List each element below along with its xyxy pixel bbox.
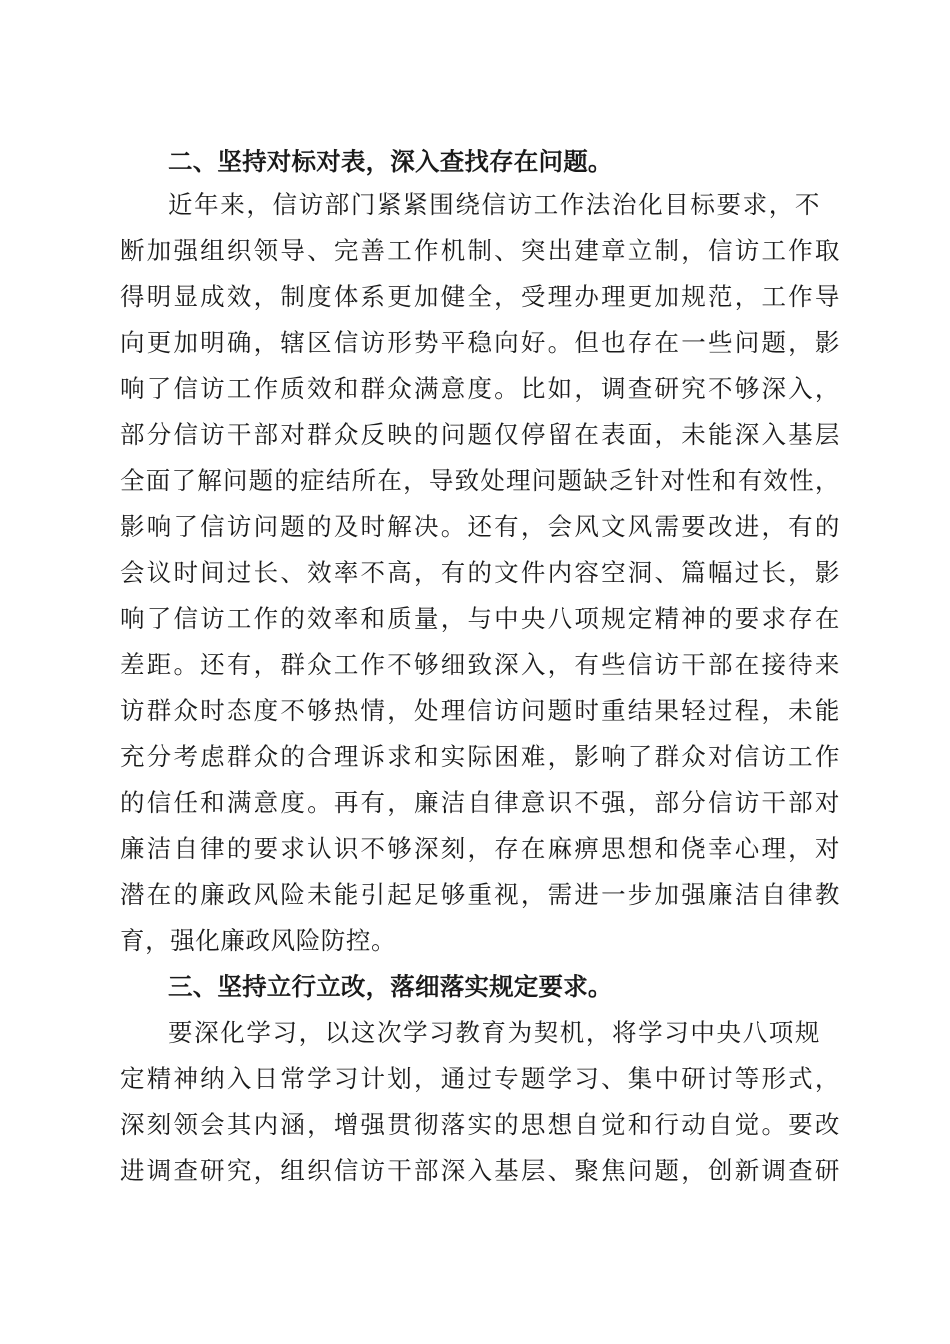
paragraph-line: 得明显成效，制度体系更加健全，受理办理更加规范，工作导	[120, 282, 840, 311]
paragraph-line: 部分信访干部对群众反映的问题仅停留在表面，未能深入基层	[120, 420, 840, 449]
paragraph-line: 会议时间过长、效率不高，有的文件内容空洞、篇幅过长，影	[120, 558, 840, 587]
paragraph-line: 的信任和满意度。再有，廉洁自律意识不强，部分信访干部对	[120, 788, 840, 817]
paragraph-line: 潜在的廉政风险未能引起足够重视，需进一步加强廉洁自律教	[120, 880, 840, 909]
paragraph-line: 充分考虑群众的合理诉求和实际困难，影响了群众对信访工作	[120, 742, 840, 771]
paragraph-line: 要深化学习，以这次学习教育为契机，将学习中央八项规	[168, 1018, 820, 1047]
paragraph-line: 廉洁自律的要求认识不够深刻，存在麻痹思想和侥幸心理，对	[120, 834, 840, 863]
paragraph-line: 断加强组织领导、完善工作机制、突出建章立制，信访工作取	[120, 236, 840, 265]
paragraph-line: 育，强化廉政风险防控。	[120, 926, 397, 955]
paragraph-line: 差距。还有，群众工作不够细致深入，有些信访干部在接待来	[120, 650, 840, 679]
paragraph-line: 影响了信访问题的及时解决。还有，会风文风需要改进，有的	[120, 512, 840, 541]
paragraph-line: 响了信访工作的效率和质量，与中央八项规定精神的要求存在	[120, 604, 840, 633]
paragraph-line: 响了信访工作质效和群众满意度。比如，调查研究不够深入，	[120, 374, 840, 403]
paragraph-line: 定精神纳入日常学习计划，通过专题学习、集中研讨等形式，	[120, 1064, 840, 1093]
paragraph-line: 访群众时态度不够热情，处理信访问题时重结果轻过程，未能	[120, 696, 840, 725]
section-heading-3: 三、坚持立行立改，落细落实规定要求。	[168, 972, 613, 1001]
paragraph-line: 深刻领会其内涵，增强贯彻落实的思想自觉和行动自觉。要改	[120, 1110, 840, 1139]
paragraph-line: 向更加明确，辖区信访形势平稳向好。但也存在一些问题，影	[120, 328, 840, 357]
section-heading-2: 二、坚持对标对表，深入查找存在问题。	[168, 147, 613, 176]
paragraph-line: 近年来，信访部门紧紧围绕信访工作法治化目标要求，不	[168, 190, 820, 219]
paragraph-line: 全面了解问题的症结所在，导致处理问题缺乏针对性和有效性，	[120, 466, 840, 495]
paragraph-line: 进调查研究，组织信访干部深入基层、聚焦问题，创新调查研	[120, 1156, 840, 1185]
